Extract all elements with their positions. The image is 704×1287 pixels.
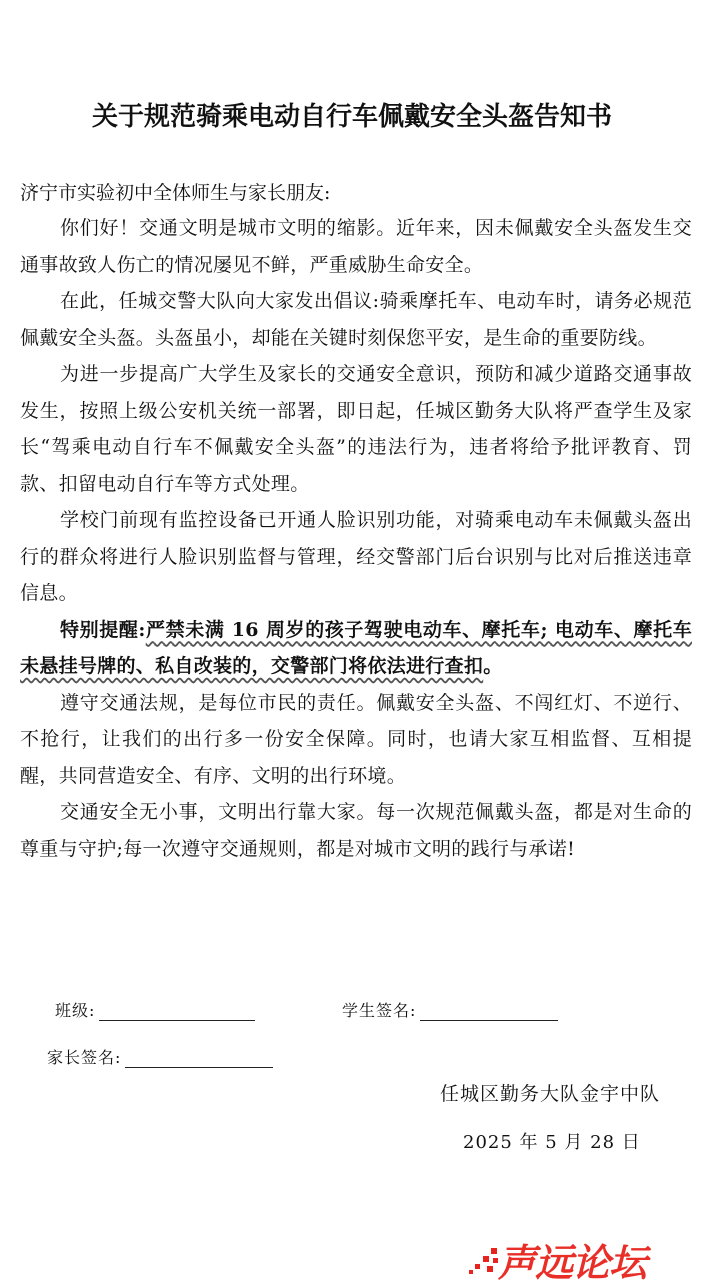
paragraph-enforcement: 为进一步提高广大学生及家长的交通安全意识，预防和减少道路交通事故发生，按照上级公安机关统一部署，即日起，任城区勤务大队将严查学生及家长“驾乘电动自行车不佩戴安全头盔”的违法行为，违者将给予批评教育、罚款、扣留电动自行车等方式处理。 <box>20 363 692 495</box>
paragraph-face-recognition: 学校门前现有监控设备已开通人脸识别功能，对骑乘电动车未佩戴头盔出行的群众将进行人脸识别监督与管理，经交警部门后台识别与比对后推送违章信息。 <box>20 509 692 604</box>
paragraph-initiative: 在此，任城交警大队向大家发出倡议:骑乘摩托车、电动车时，请务必规范佩戴安全头盔。头盔虽小，却能在关键时刻保您平安，是生命的重要防线。 <box>20 290 692 349</box>
document-title: 关于规范骑乘电动自行车佩戴安全头盔告知书 <box>91 102 612 132</box>
greeting: 济宁市实验初中全体师生与家长朋友: <box>20 182 331 204</box>
issue-date: 2025 年 5 月 28 日 <box>463 1132 641 1153</box>
special-notice <box>20 612 692 685</box>
student-signature-blank-line[interactable] <box>420 1004 558 1021</box>
student-signature-label: 学生签名: <box>342 1001 417 1020</box>
paragraph-closing: 交通安全无小事，文明出行靠大家。每一次规范佩戴头盔，都是对生命的尊重与守护;每一次遵守交通规则，都是对城市文明的践行与承诺! <box>20 801 692 860</box>
watermark-dots-icon <box>467 1244 501 1274</box>
paragraph-intro: 你们好！交通文明是城市文明的缩影。近年来，因未佩戴安全头盔发生交通事故致人伤亡的情况屡见不鲜，严重威胁生命安全。 <box>20 217 692 276</box>
parent-signature-blank-line[interactable] <box>125 1051 273 1068</box>
class-blank-line[interactable] <box>99 1004 255 1021</box>
student-signature-field <box>342 998 558 1021</box>
parent-signature-label: 家长签名: <box>47 1048 122 1067</box>
class-label: 班级: <box>55 1001 96 1020</box>
paragraph-responsibility: 遵守交通法规，是每位市民的责任。佩戴安全头盔、不闯红灯、不逆行、不抢行，让我们的出行多一份安全保障。同时，也请大家互相监督、互相提醒，共同营造安全、有序、文明的出行环境。 <box>20 691 692 787</box>
class-signature-field <box>55 998 255 1021</box>
special-notice-end: 。 <box>483 655 503 677</box>
watermark-logo: 声远论坛 <box>498 1241 647 1285</box>
letter-body <box>20 210 692 867</box>
parent-signature-field <box>47 1045 273 1068</box>
special-notice-text: 严禁未满 16 周岁的孩子驾驶电动车、摩托车; 电动车、摩托车未悬挂号牌的、私自改装的，交警部门将依法进行查扣 <box>20 618 692 677</box>
issuer-name: 任城区勤务大队金宇中队 <box>440 1083 661 1105</box>
special-notice-label: 特别提醒: <box>60 618 146 641</box>
